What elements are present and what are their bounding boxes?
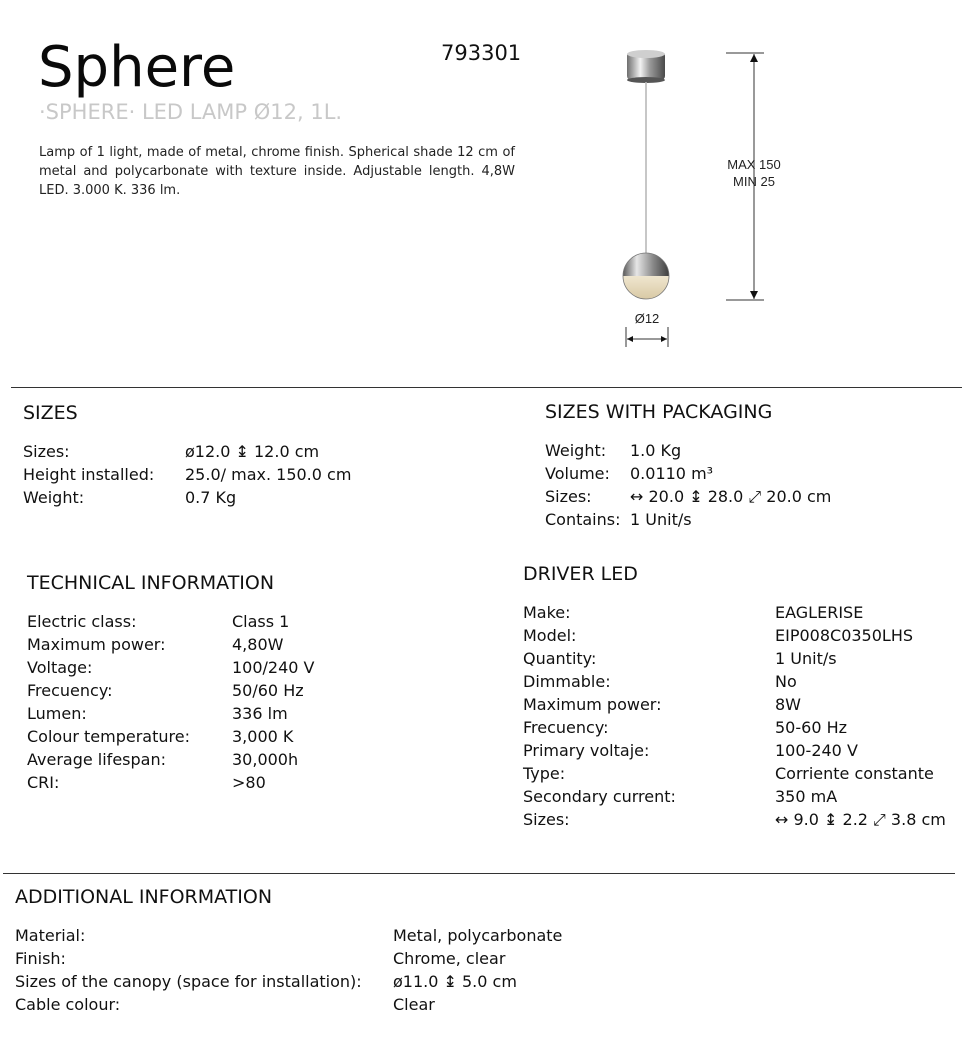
sizes-title: SIZES [23,402,78,424]
canopy-icon [627,50,665,83]
technical-label: Electric class: [27,612,137,631]
additional-value: Chrome, clear [393,949,506,968]
product-name: Sphere [38,35,236,100]
height-dimension-label [723,156,785,190]
diameter-dimension-icon [626,327,668,347]
additional-title: ADDITIONAL INFORMATION [15,886,273,908]
product-subtitle: ·SPHERE· LED LAMP Ø12, 1L. [39,100,343,124]
technical-title: TECHNICAL INFORMATION [27,572,275,594]
driver-label: Maximum power: [523,695,662,714]
additional-value: ø11.0 ↨ 5.0 cm [393,972,517,991]
driver-value: No [775,672,797,691]
technical-label: Average lifespan: [27,750,166,769]
packaging-label: Volume: [545,464,610,483]
driver-value: 50-60 Hz [775,718,848,737]
additional-value: Clear [393,995,435,1014]
additional-label: Cable colour: [15,995,121,1014]
driver-label: Dimmable: [523,672,611,691]
technical-label: Maximum power: [27,635,166,654]
sizes-label: Sizes: [23,442,70,461]
technical-label: CRI: [27,773,60,792]
driver-label: Sizes: [523,810,570,829]
additional-label: Material: [15,926,86,945]
packaging-value: 1.0 Kg [630,441,682,460]
additional-label: Finish: [15,949,66,968]
driver-label: Model: [523,626,577,645]
technical-label: Lumen: [27,704,87,723]
packaging-label: Sizes: [545,487,592,506]
driver-label: Type: [523,764,566,783]
driver-value: 100-240 V [775,741,858,760]
sphere-shade-icon [623,253,669,300]
driver-label: Primary voltaje: [523,741,650,760]
driver-label: Secondary current: [523,787,676,806]
height-max-text: MAX 150 [727,157,781,172]
packaging-label: Contains: [545,510,621,529]
technical-value: 30,000h [232,750,299,769]
height-min-text: MIN 25 [733,174,775,189]
technical-value: >80 [232,773,266,792]
additional-value: Metal, polycarbonate [393,926,563,945]
driver-value: EAGLERISE [775,603,864,622]
driver-value: EIP008C0350LHS [775,626,914,645]
packaging-title: SIZES WITH PACKAGING [545,401,773,423]
sizes-value: 0.7 Kg [185,488,237,507]
packaging-value: 1 Unit/s [630,510,692,529]
packaging-value: ↔ 20.0 ↨ 28.0 ⤢ 20.0 cm [630,487,832,506]
driver-value: 1 Unit/s [775,649,837,668]
sizes-label: Weight: [23,488,85,507]
sizes-value: 25.0/ max. 150.0 cm [185,465,352,484]
additional-label: Sizes of the canopy (space for installation): [15,972,362,991]
diameter-label: Ø12 [634,311,660,326]
driver-label: Make: [523,603,571,622]
driver-label: Frecuency: [523,718,609,737]
technical-label: Voltage: [27,658,93,677]
technical-value: 3,000 K [232,727,294,746]
product-reference: 793301 [441,41,522,65]
packaging-value: 0.0110 m³ [630,464,714,483]
technical-value: 336 lm [232,704,288,723]
driver-title: DRIVER LED [523,563,638,585]
lamp-drawing [600,40,800,350]
driver-value: Corriente constante [775,764,934,783]
technical-value: 100/240 V [232,658,315,677]
technical-value: Class 1 [232,612,290,631]
driver-value: 350 mA [775,787,838,806]
sizes-value: ø12.0 ↨ 12.0 cm [185,442,320,461]
driver-value: 8W [775,695,801,714]
technical-value: 50/60 Hz [232,681,304,700]
technical-value: 4,80W [232,635,284,654]
sizes-label: Height installed: [23,465,155,484]
technical-label: Colour temperature: [27,727,190,746]
product-description: Lamp of 1 light, made of metal, chrome finish. Spherical shade 12 cm of metal and polycarbonate with texture inside. Adjustable length. 4,8W LED. 3.000 K. 336 lm. [39,145,515,198]
section-divider [11,387,962,388]
driver-value: ↔ 9.0 ↨ 2.2 ⤢ 3.8 cm [775,810,946,829]
driver-label: Quantity: [523,649,597,668]
technical-label: Frecuency: [27,681,113,700]
packaging-label: Weight: [545,441,607,460]
section-divider [3,873,955,874]
